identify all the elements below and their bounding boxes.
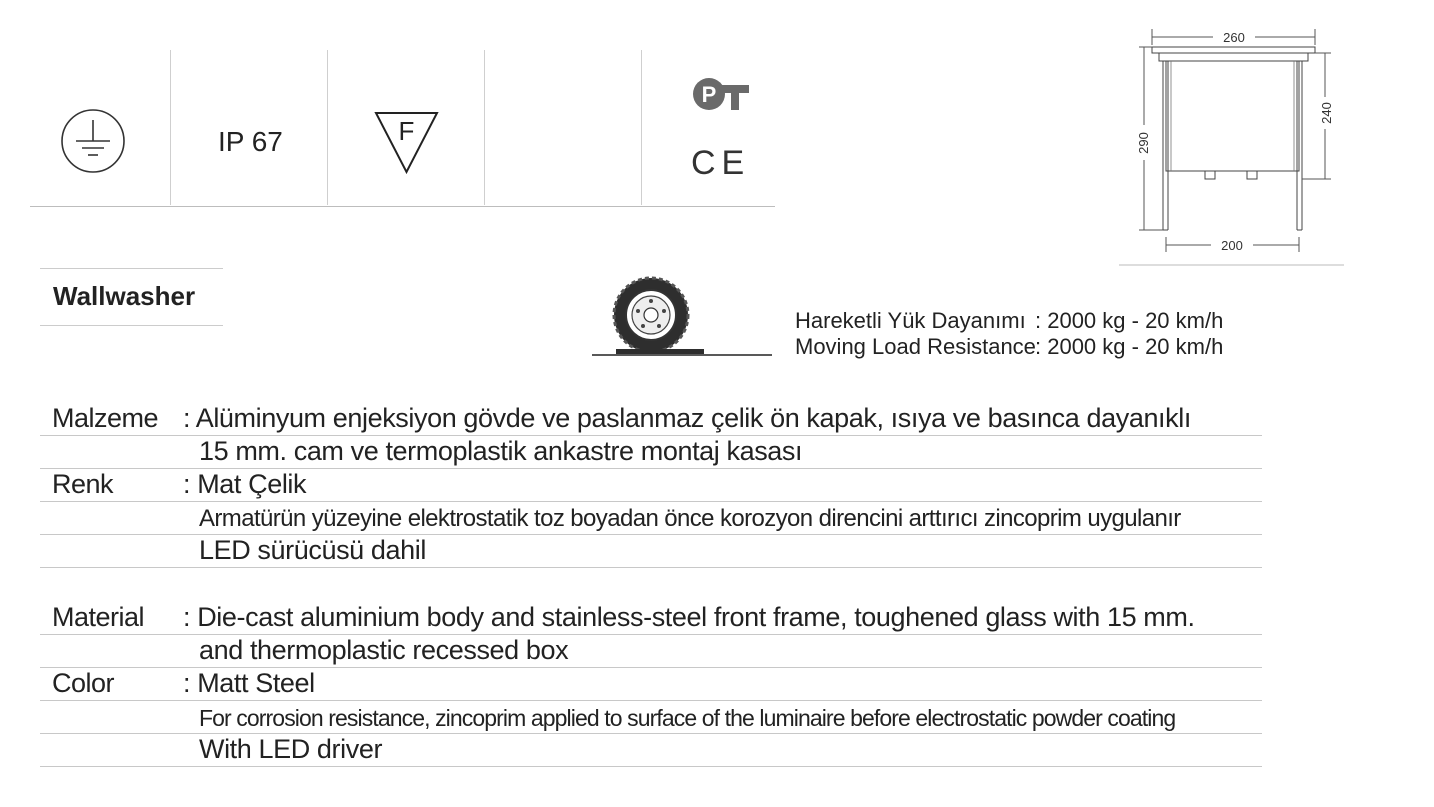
ce-mark: CE [691,144,751,182]
certification-row [30,50,775,207]
dim-body-height: 240 [1319,102,1334,124]
spec-row-tr-note1 [40,501,1262,535]
spec-label-en-material: Material [52,602,145,632]
product-title-box [40,268,223,326]
spec-value-tr-material-2: 15 mm. cam ve termoplastik ankastre montaj kasası [199,436,803,466]
dim-top-width: 260 [1223,30,1245,45]
load-label-tr: Hareketli Yük Dayanımı [795,308,1026,333]
pct-gost-icon [691,75,753,115]
spec-value-en-material-2: and thermoplastic recessed box [199,635,569,665]
load-resistance [795,308,1223,360]
earth-ground-icon [60,108,130,178]
spec-value-tr-material-1: : Alüminyum enjeksiyon gövde ve paslanmaz çelik ön kapak, ısıya ve basınca dayanıklı [183,403,1191,433]
spec-value-en-material-1: : Die-cast aluminium body and stainless-steel front frame, toughened glass with 15 mm. [183,602,1195,632]
spec-value-en-color: : Matt Steel [183,668,315,698]
load-row-en [795,334,1223,360]
spec-row-en-color [40,667,1262,701]
f-mark-triangle-icon [373,110,443,176]
spec-value-en-note2: With LED driver [199,734,383,764]
load-label-en: Moving Load Resistance [795,334,1036,359]
spec-value-tr-note1: Armatürün yüzeyine elektrostatik toz boyadan önce korozyon direncini arttırıcı zincoprim uygulanır [199,505,1181,532]
dim-total-height: 290 [1136,132,1151,154]
dim-bottom-width: 200 [1221,238,1243,253]
spec-label-tr-color: Renk [52,469,114,499]
f-mark-letter: F [398,116,415,146]
spec-row-en-note1 [40,700,1262,734]
cert-cell-ip [170,50,328,205]
cert-cell-earth [30,50,171,205]
spec-row-en-material [40,601,1262,635]
spec-value-tr-color: : Mat Çelik [183,469,307,499]
spec-label-en-color: Color [52,668,115,698]
spec-row-en-material-cont [40,634,1262,668]
ip-rating: IP 67 [218,126,283,157]
cert-cell-marks [641,50,775,205]
spec-row-en-note2 [40,733,1262,767]
load-value-en: : 2000 kg - 20 km/h [1035,334,1224,359]
spec-value-tr-note2: LED sürücüsü dahil [199,535,426,565]
spec-row-tr-material-cont [40,435,1262,469]
spec-row-tr-color [40,468,1262,502]
spec-label-tr-material: Malzeme [52,403,159,433]
dimension-drawing [1119,25,1344,267]
spec-value-en-note1: For corrosion resistance, zincoprim applied to surface of the luminaire before electrostatic powder coating [199,705,1176,731]
svg-text:P: P [701,82,717,107]
load-value-tr: : 2000 kg - 20 km/h [1035,308,1224,333]
tire-load-icon [592,270,772,358]
spec-row-tr-note2 [40,534,1262,568]
product-title: Wallwasher [53,281,196,311]
cert-cell-f [327,50,485,205]
spec-row-tr-material [40,402,1262,436]
load-row-tr [795,308,1223,334]
cert-cell-empty [484,50,642,205]
